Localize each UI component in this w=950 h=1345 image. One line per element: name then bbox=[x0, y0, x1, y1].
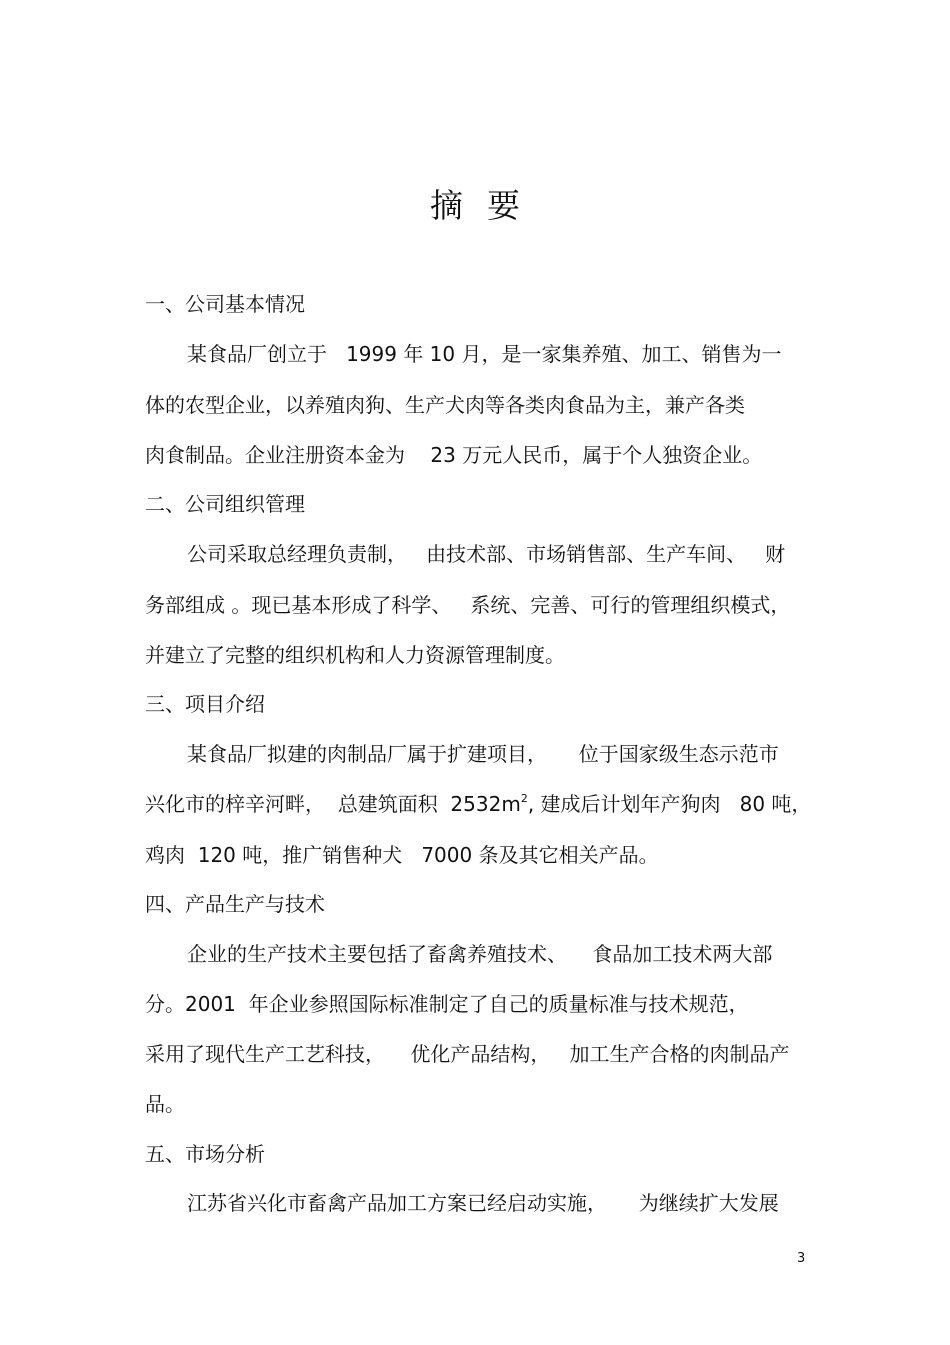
paragraph-line: 企业的生产技术主要包括了畜禽养殖技术、 食品加工技术两大部 bbox=[187, 942, 773, 966]
paragraph-line: 某食品厂拟建的肉制品厂属于扩建项目， 位于国家级生态示范市 bbox=[187, 742, 779, 766]
page-title bbox=[0, 180, 950, 227]
paragraph-line: 分。2001 年企业参照国际标准制定了自己的质量标准与技术规范， bbox=[145, 992, 749, 1016]
paragraph-line: 鸡肉 120 吨，推广销售种犬 7000 条及其它相关产品。 bbox=[145, 843, 659, 867]
paragraph-line: 公司采取总经理负责制， 由技术部、市场销售部、生产车间、 财 bbox=[187, 542, 786, 566]
paragraph-line: 体的农型企业，以养殖肉狗、生产犬肉等各类肉食品为主，兼产各类 bbox=[145, 393, 745, 417]
section-heading-3: 三、项目介绍 bbox=[145, 692, 265, 716]
section-heading-2: 二、公司组织管理 bbox=[145, 492, 305, 516]
line-segment: , 建成后计划年产狗肉 80 吨， bbox=[527, 792, 812, 816]
paragraph-line: 采用了现代生产工艺科技， 优化产品结构， 加工生产合格的肉制品产 bbox=[145, 1042, 790, 1066]
line-segment: 兴化市的梓辛河畔， 总建筑面积 2532m bbox=[145, 792, 521, 816]
section-heading-5: 五、市场分析 bbox=[145, 1142, 265, 1166]
paragraph-line: 务部组成 。现已基本形成了科学、 系统、完善、可行的管理组织模式， bbox=[145, 593, 791, 617]
section-heading-1: 一、公司基本情况 bbox=[145, 292, 305, 316]
page-number: 3 bbox=[797, 1251, 806, 1266]
paragraph-line-with-superscript bbox=[145, 790, 811, 818]
title-char-2: 要 bbox=[487, 186, 520, 225]
paragraph-line: 品。 bbox=[145, 1092, 185, 1116]
paragraph-line: 江苏省兴化市畜禽产品加工方案已经启动实施， 为继续扩大发展 bbox=[187, 1191, 779, 1215]
paragraph-line: 某食品厂创立于 1999 年 10 月，是一家集养殖、加工、销售为一 bbox=[187, 342, 782, 366]
section-heading-4: 四、产品生产与技术 bbox=[145, 892, 325, 916]
paragraph-line: 肉食制品。企业注册资本金为 23 万元人民币，属于个人独资企业。 bbox=[145, 443, 763, 467]
area-superscript: 2 bbox=[520, 792, 528, 805]
title-char-1: 摘 bbox=[430, 186, 463, 225]
paragraph-line: 并建立了完整的组织机构和人力资源管理制度。 bbox=[145, 643, 565, 667]
